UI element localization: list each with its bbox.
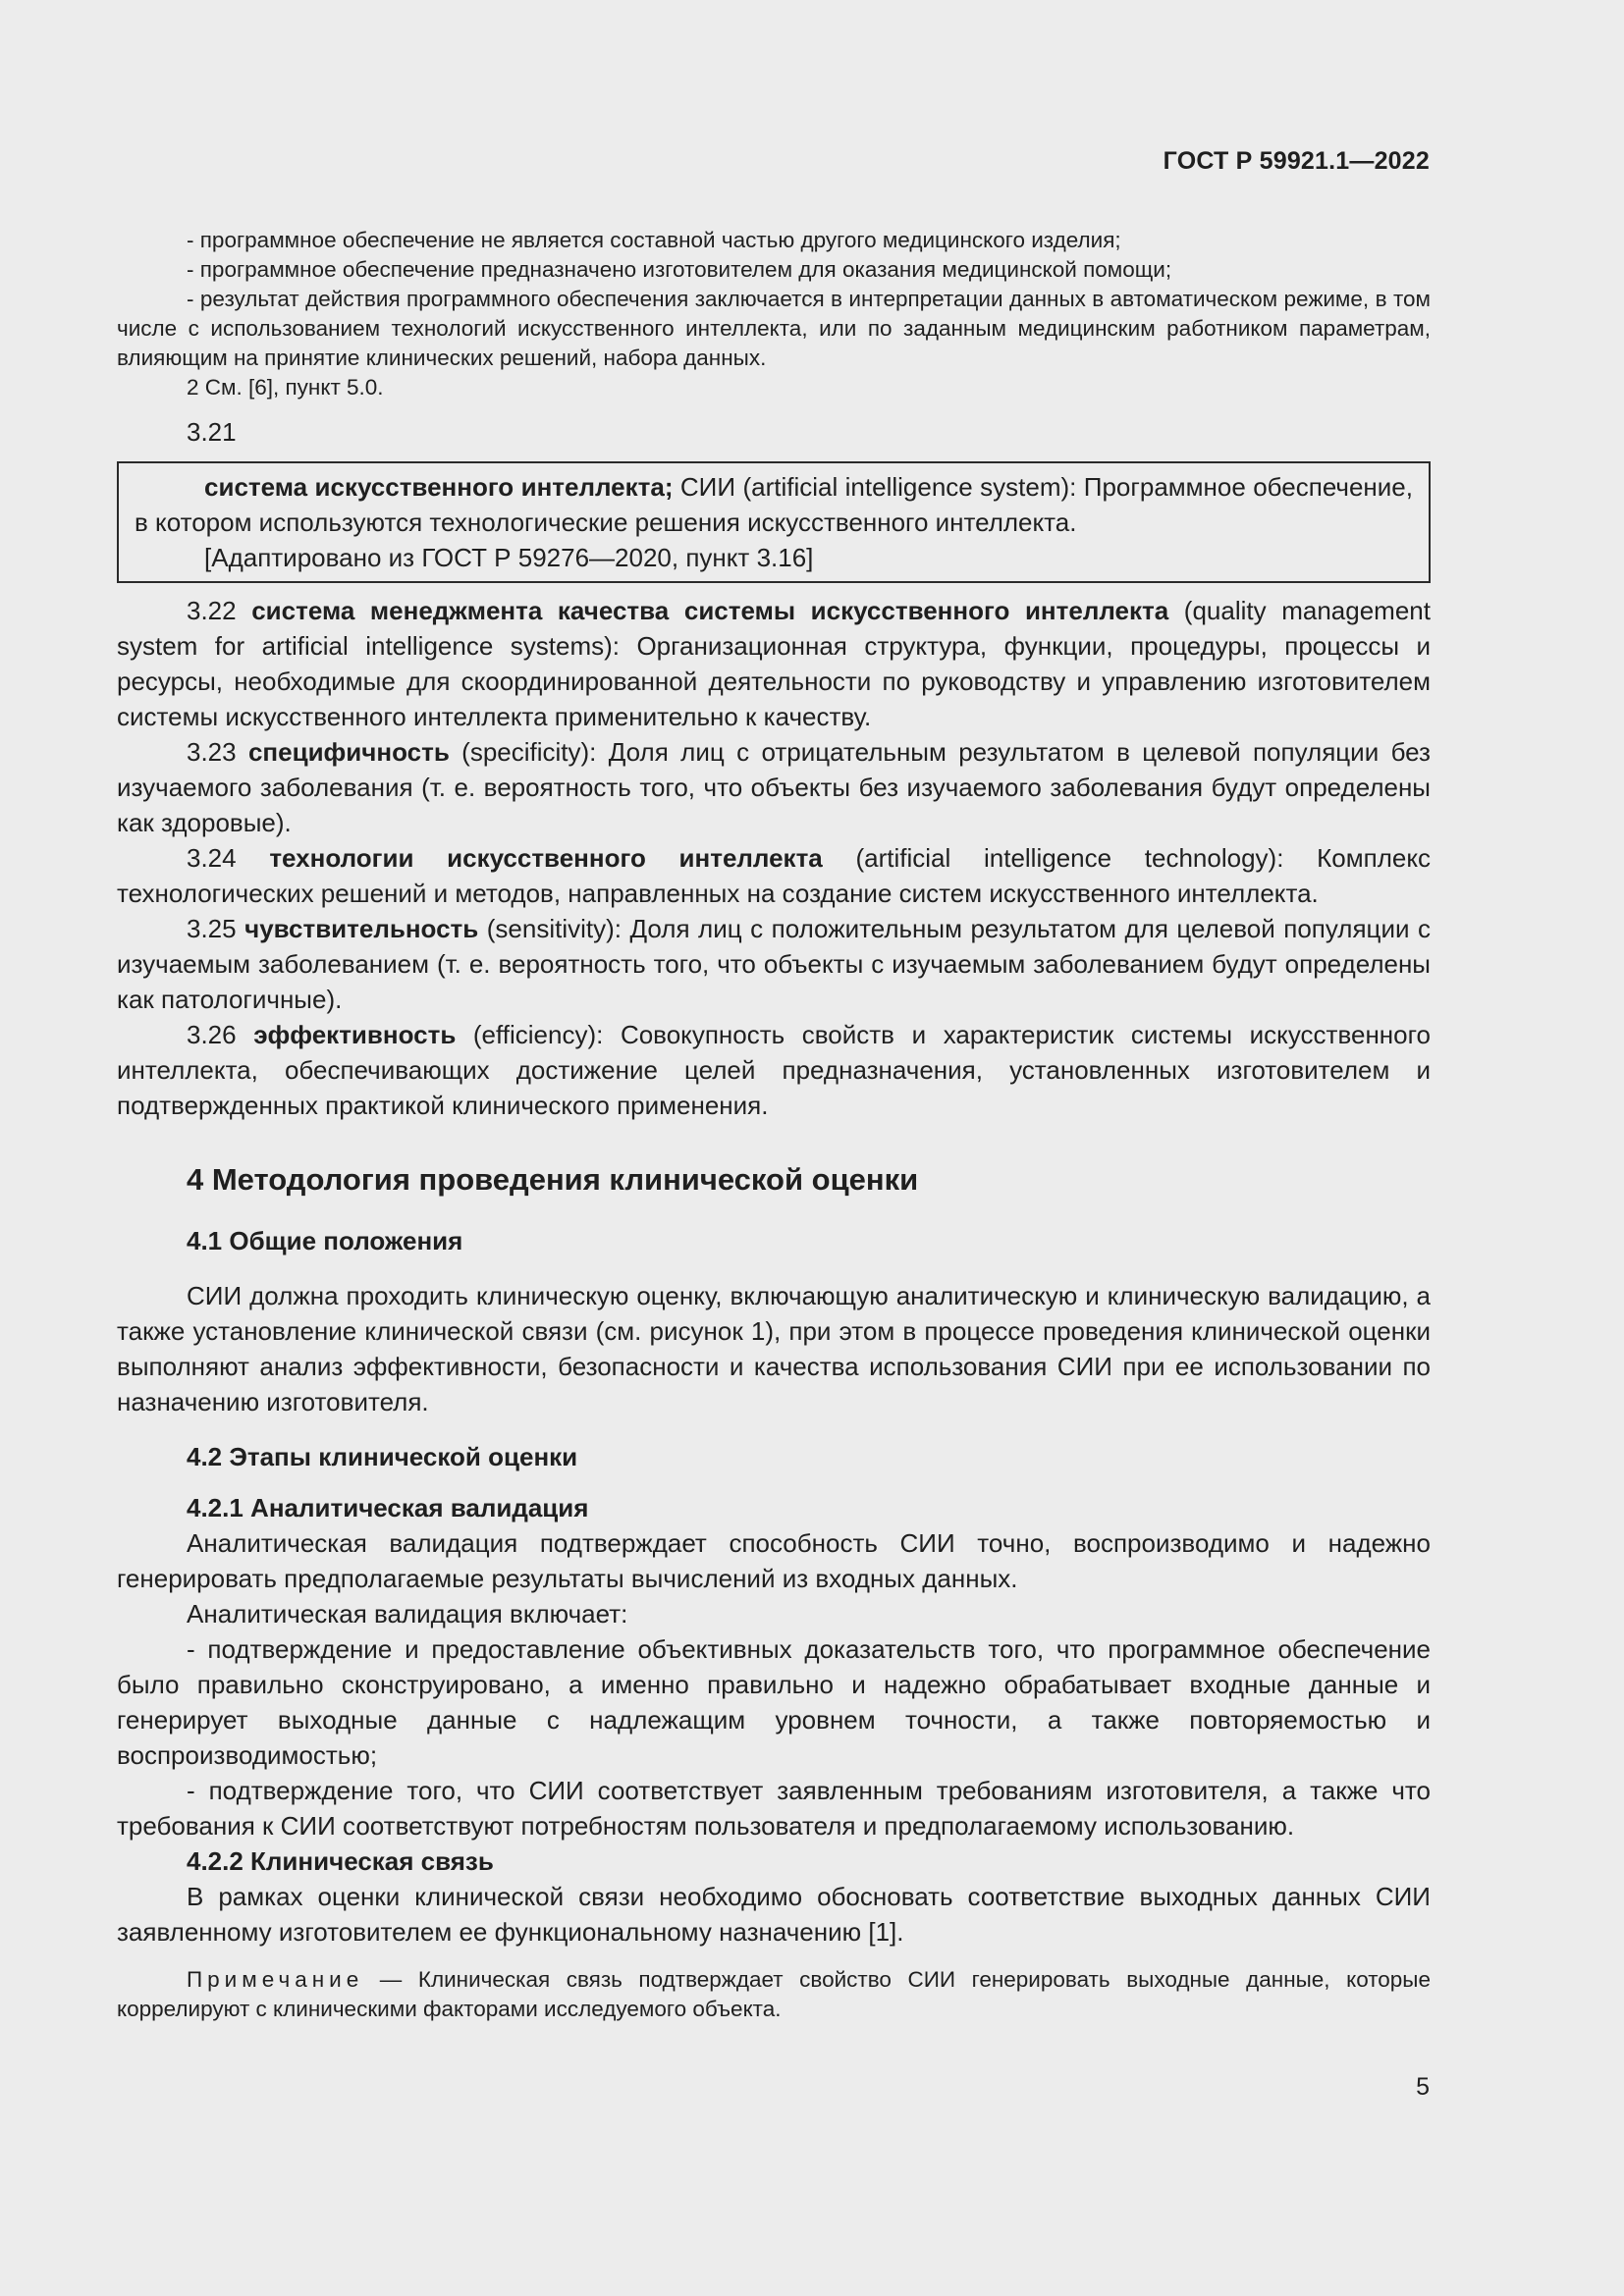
section-4-2-1-bullet-2: - подтверждение того, что СИИ соответствует заявленным требованиям изготовителя, а также что требования к СИИ соответствуют потребностям пользователя и предполагаемому использованию.: [117, 1776, 1431, 1841]
section-4-2-2-para-1: В рамках оценки клинической связи необходимо обосновать соответствие выходных данных СИИ заявленному изготовителем ее функциональному назначению [1].: [117, 1882, 1431, 1947]
section-4-2-1-bullet-1: - подтверждение и предоставление объективных доказательств того, что программное обеспечение было правильно сконструировано, а именно правильно и надежно обрабатывает входные данные и генерирует выходные данные с надлежащим уровнем точности, а также повторяемостью и воспроизводимостью;: [117, 1634, 1431, 1770]
section-4-2-1-para-1: Аналитическая валидация подтверждает способность СИИ точно, воспроизводимо и надежно генерировать предполагаемые результаты вычислений из входных данных.: [117, 1528, 1431, 1593]
definition-number: 3.22: [187, 596, 237, 625]
definition-term: чувствительность: [244, 914, 479, 943]
section-4-2-2-title: 4.2.2 Клиническая связь: [187, 1846, 494, 1876]
section-4-1-title: 4.1 Общие положения: [187, 1226, 463, 1255]
definition-3-21-source: [Адаптировано из ГОСТ Р 59276—2020, пункт 3.16]: [204, 543, 814, 572]
definition-3-21-text: СИИ (artificial intelligence system): Программное обеспечение, в котором используются технологические решения искусственного интеллекта.: [135, 472, 1413, 537]
section-4-2-2-note: [117, 1965, 1431, 2024]
definition-3-25: [117, 911, 1431, 1017]
definition-number: 3.26: [187, 1020, 237, 1049]
intro-bullet-2: - программное обеспечение предназначено изготовителем для оказания медицинской помощи;: [187, 257, 1172, 282]
definition-3-21-number: 3.21: [187, 417, 237, 447]
definition-term: эффективность: [253, 1020, 457, 1049]
definition-text: (quality management system for artificial intelligence systems): Организационная структура, функции, процедуры, процессы и ресурсы, необходимые для скоординированной деятельности по руководству и управлению изготовителем системы искусственного интеллекта применительно к качеству.: [117, 596, 1431, 731]
intro-bullet-1: - программное обеспечение не является составной частью другого медицинского изделия;: [187, 228, 1121, 252]
page-number: 5: [1416, 2073, 1430, 2101]
section-4-2-1-para-2: Аналитическая валидация включает:: [187, 1599, 628, 1629]
definition-3-21-box: [117, 461, 1431, 583]
definition-text: (efficiency): Совокупность свойств и характеристик системы искусственного интеллекта, обеспечивающих достижение целей предназначения, установленных изготовителем и подтвержденных практикой клинического применения.: [117, 1020, 1431, 1120]
definition-term: система менеджмента качества системы искусственного интеллекта: [251, 596, 1169, 625]
definition-number: 3.23: [187, 737, 237, 767]
note-text: — Клиническая связь подтверждает свойство СИИ генерировать выходные данные, которые коррелируют с клиническими факторами исследуемого объекта.: [117, 1967, 1431, 2021]
section-4-title: 4 Методология проведения клинической оценки: [187, 1162, 919, 1197]
definition-3-21-term: система искусственного интеллекта;: [204, 472, 674, 502]
definition-text: (artificial intelligence technology): Комплекс технологических решений и методов, направленных на создание систем искусственного интеллекта.: [117, 843, 1431, 908]
definition-term: специфичность: [247, 737, 450, 767]
note-label: Примечание: [187, 1967, 364, 1992]
section-4-2-title: 4.2 Этапы клинической оценки: [187, 1442, 578, 1471]
definition-term: технологии искусственного интеллекта: [269, 843, 823, 873]
definition-3-24: [117, 840, 1431, 911]
definition-text: (specificity): Доля лиц с отрицательным результатом в целевой популяции без изучаемого заболевания (т. е. вероятность того, что объекты без изучаемого заболевания будут определены как здоровые).: [117, 737, 1431, 837]
intro-bullet-3: - результат действия программного обеспечения заключается в интерпретации данных в автоматическом режиме, в том числе с использованием технологий искусственного интеллекта, или по заданным медицинским работником параметрам, влияющим на принятие клинических решений, набора данных.: [117, 287, 1431, 370]
section-4-2-1-title: 4.2.1 Аналитическая валидация: [187, 1493, 589, 1522]
intro-note-2: 2 См. [6], пункт 5.0.: [187, 375, 384, 400]
definitions-list: [117, 593, 1431, 1123]
document-header: ГОСТ Р 59921.1—2022: [1163, 147, 1430, 175]
page-content: [117, 226, 1431, 2024]
definition-3-23: [117, 734, 1431, 840]
definition-3-21-body: [135, 469, 1413, 540]
definition-3-22: [117, 593, 1431, 734]
section-4-1-text: СИИ должна проходить клиническую оценку, включающую аналитическую и клиническую валидацию, а также установление клинической связи (см. рисунок 1), при этом в процессе проведения клинической оценки выполняют анализ эффективности, безопасности и качества использования СИИ при ее использовании по назначению изготовителя.: [117, 1281, 1431, 1416]
definition-3-26: [117, 1017, 1431, 1123]
definition-number: 3.24: [187, 843, 237, 873]
definition-text: (sensitivity): Доля лиц с положительным результатом для целевой популяции с изучаемым заболеванием (т. е. вероятность того, что объекты с изучаемым заболеванием будут определены как патологичные).: [117, 914, 1431, 1014]
definition-number: 3.25: [187, 914, 237, 943]
